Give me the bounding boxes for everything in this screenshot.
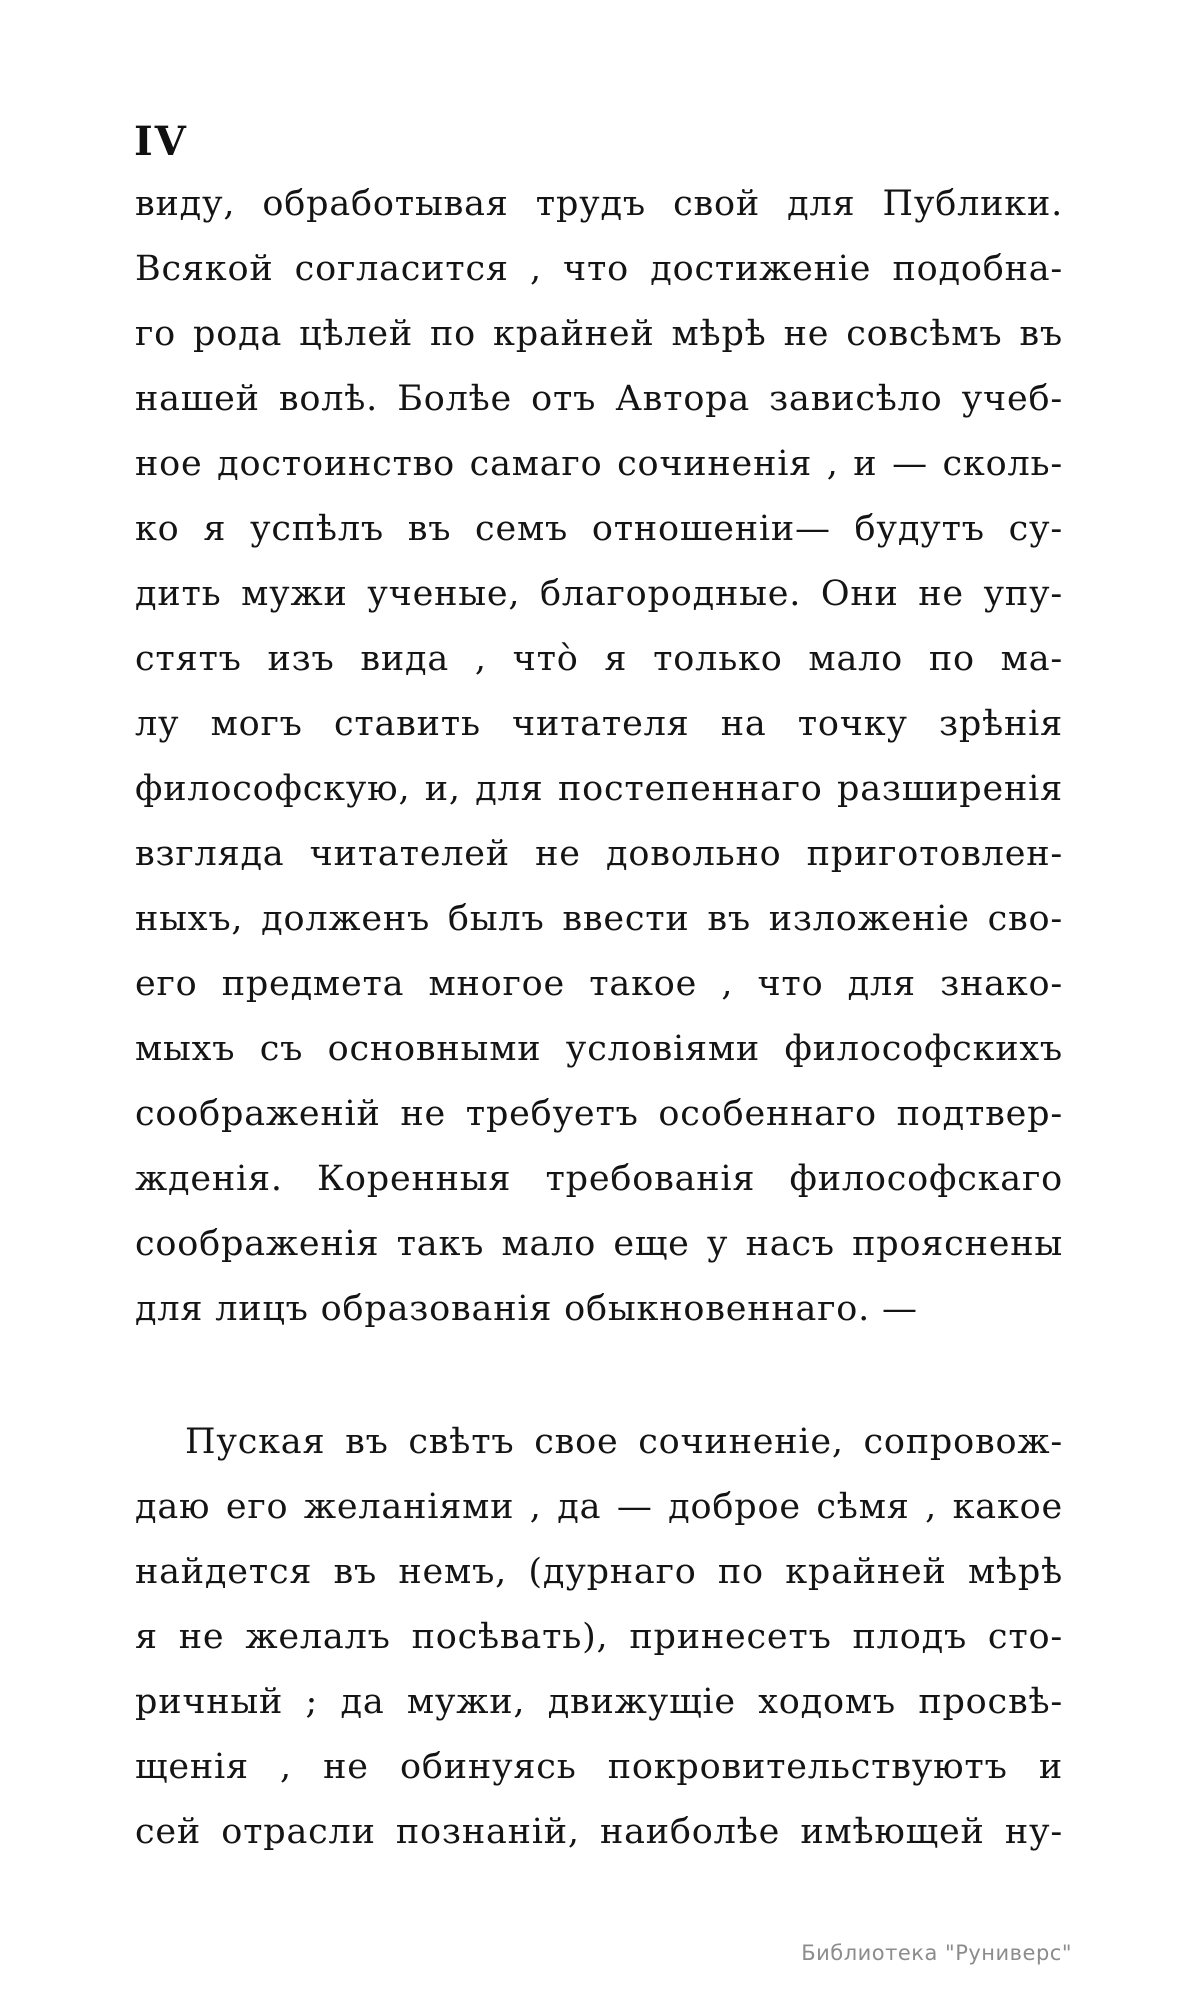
text-line: мыхъ съ основными условіями философскихъ [135,1029,1063,1069]
page-number: IV [134,118,188,165]
text-line: Всякой согласится , что достиженіе подобна- [135,249,1063,289]
paragraph-1 [135,172,1063,1342]
text-line: его предмета многое такое , что для знако- [135,964,1063,1004]
text-line: дить мужи ученые, благородные. Они не упу- [135,574,1063,614]
text-line: соображенія такъ мало еще у насъ прояснены [135,1224,1063,1264]
text-line: стятъ изъ вида , что̀ я только мало по ма- [135,639,1063,679]
paragraph-2 [135,1410,1063,1865]
text-line: лу могъ ставить читателя на точку зрѣнія [135,704,1063,744]
text-line: Пуская въ свѣтъ свое сочиненіе, сопровож- [185,1422,1063,1462]
text-line: жденія. Коренныя требованія философскаго [135,1159,1063,1199]
text-line: ное достоинство самаго сочиненія , и — сколь- [135,444,1063,484]
body-text [135,172,1063,1865]
text-line: соображеній не требуетъ особеннаго подтвер- [135,1094,1063,1134]
text-line: ко я успѣлъ въ семъ отношеніи— будутъ су- [135,509,1063,549]
text-line: ныхъ, долженъ былъ ввести въ изложеніе сво- [135,899,1063,939]
text-line: виду, обработывая трудъ свой для Публики. [135,184,1063,224]
watermark-label: Библиотека "Руниверс" [801,1941,1072,1965]
text-line: щенія , не обинуясь покровительствуютъ и [135,1747,1063,1787]
text-line: ричный ; да мужи, движущіе ходомъ просвѣ- [135,1682,1063,1722]
text-line: нашей волѣ. Болѣе отъ Автора зависѣло учеб- [135,379,1063,419]
text-line: сей отрасли познаній, наиболѣе имѣющей ну- [135,1812,1063,1852]
text-line: даю его желаніями , да — доброе сѣмя , какое [135,1487,1063,1527]
text-line: для лицъ образованія обыкновеннаго. — [135,1289,918,1329]
text-line: взгляда читателей не довольно приготовлен- [135,834,1063,874]
text-line: го рода цѣлей по крайней мѣрѣ не совсѣмъ въ [135,314,1063,354]
text-line: найдется въ немъ, (дурнаго по крайней мѣрѣ [135,1552,1063,1592]
text-line: философскую, и, для постепеннаго разширенія [135,769,1063,809]
text-line: я не желалъ посѣвать), принесетъ плодъ сто- [135,1617,1063,1657]
